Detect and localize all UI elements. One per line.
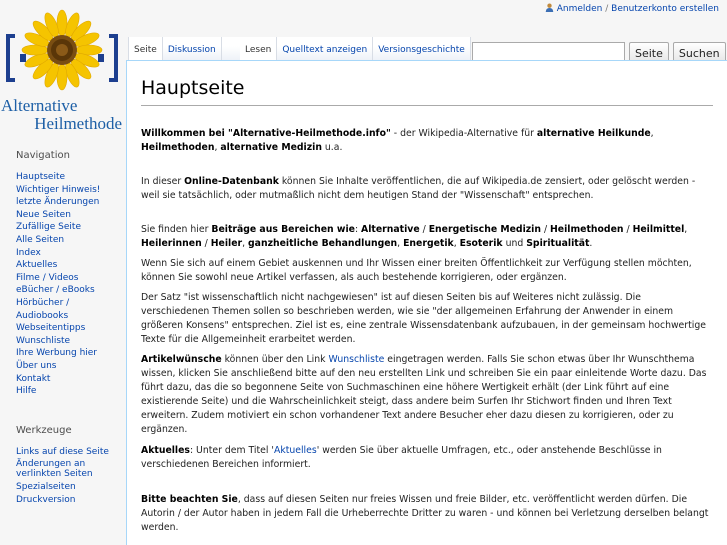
text: und [502, 238, 527, 249]
tab-view-source[interactable]: Quelltext anzeigen [277, 37, 373, 60]
bold-text: Artikelwünsche [141, 354, 222, 365]
text: können Sie Inhalte veröffentlichen, die auf Wikipedia.de zensiert, oder gelöscht werden - weil sie tatsächlich, oder mutmaßlich nicht dem heutigen Stand der "Wissenschaft" entsprechen. [141, 176, 696, 201]
tool-links-here[interactable]: Links auf diese Seite [16, 446, 109, 457]
news-link[interactable]: Aktuelles [273, 445, 317, 456]
site-logo[interactable] [0, 8, 124, 136]
personal-separator: / [605, 4, 609, 14]
text: / [201, 238, 211, 249]
text: / [419, 224, 429, 235]
bold-text: Heilerinnen [141, 238, 202, 249]
bold-text: Heilmittel [632, 224, 685, 235]
search-button[interactable]: Suchen [673, 42, 726, 65]
text: u.a. [321, 142, 343, 153]
view-tabs [240, 37, 471, 60]
tab-read[interactable]: Lesen [240, 37, 277, 60]
namespace-tabs [128, 37, 252, 60]
content-area [126, 60, 727, 545]
text: eingetragen werden. Falls Sie schon etwas über Ihr Wunschthema wissen, klicken Sie anschließend bitte auf den neu erstellten Link und schreiben Sie ein paar einleitende Worte dazu. Das führt dazu, das die so begonnene Seite von Suchmaschinen eine höhere Wertigkeit erhält (der Link führt auf eine existierende Seite) und die Wahrscheinlichkeit steigt, dass andere beim Surfen Ihr Stichwort finden und Ihren Text erweitern. Zudem motiviert ein schon vorhandener Text andere Besucher eher dazu diesen zu korrigieren, oder zu ergänzen. [141, 354, 707, 435]
nav-item-zufaellige-seite[interactable]: Zufällige Seite [16, 222, 81, 233]
nav-item-hoerbuecher[interactable]: Hörbücher / Audiobooks [16, 297, 70, 321]
user-icon [545, 3, 554, 12]
bold-text: alternative Medizin [220, 142, 322, 153]
paragraph-database [141, 175, 711, 203]
text: , [650, 128, 654, 139]
nav-item-ueber-uns[interactable]: Über uns [16, 360, 57, 371]
nav-item-wichtiger-hinweis[interactable]: Wichtiger Hinweis! [16, 184, 101, 195]
text: : Unter dem Titel ' [189, 445, 274, 456]
text: Sie finden hier [141, 224, 212, 235]
nav-item-hauptseite[interactable]: Hauptseite [16, 172, 66, 182]
text: In dieser [141, 176, 185, 187]
text: / [540, 224, 551, 235]
nav-item-letzte-aenderungen[interactable]: letzte Änderungen [16, 197, 100, 208]
create-account-link[interactable]: Benutzerkonto erstellen [611, 4, 719, 14]
nav-item-wunschliste[interactable]: Wunschliste [16, 335, 71, 346]
bold-text: Bitte beachten Sie [141, 494, 238, 505]
bold-text: Spiritualität [526, 238, 590, 249]
bold-text: Willkommen bei "Alternative-Heilmethode.info" [141, 128, 391, 139]
sidebar [0, 150, 124, 506]
paragraph-notice [141, 493, 711, 535]
bold-text: ganzheitliche Behandlungen [248, 238, 398, 249]
text: , [397, 238, 404, 249]
paragraph-topics [141, 223, 711, 251]
text: , [453, 238, 460, 249]
bold-text: Heilmethoden [550, 224, 624, 235]
bold-text: Beiträge aus Bereichen wie [211, 224, 355, 235]
navigation-list [16, 171, 124, 398]
sunflower-logo-icon [0, 8, 124, 98]
bold-text: Heiler [210, 238, 243, 249]
nav-item-index[interactable]: Index [16, 247, 41, 258]
text: , dass auf diesen Seiten nur freies Wissen und freie Bilder, etc. veröffentlicht werden dürfen. Die Autorin / der Autor haben in jedem Fall die Urheberrechte Dritter zu waren - und können bei Verletzung derselben belangt werden. [141, 494, 709, 533]
bold-text: Alternative [361, 224, 420, 235]
bold-text: Online-Datenbank [184, 176, 279, 187]
logo-line-1: Alternative [1, 96, 78, 115]
text: ' werden Sie über aktuelle Umfragen, etc., oder anstehende Beschlüsse in verschiedenen Bereichen informiert. [141, 445, 662, 470]
text: . [589, 238, 593, 249]
bold-text: Energetik [403, 238, 454, 249]
nav-item-alle-seiten[interactable]: Alle Seiten [16, 234, 65, 245]
bold-text: Heilmethoden [141, 142, 215, 153]
bold-text: Energetische Medizin [428, 224, 541, 235]
paragraph-scientific: Der Satz "ist wissenschaftlich nicht nachgewiesen" ist auf diesen Seiten bis auf Weiteres nicht zulässig. Die verschiedenen Themen sollen so beschrieben werden, wie sie "der allgemeinen Erfahrung der Anwender in einem größeren Konsens" entsprechen. Ziel ist es, eine zentrale Wissensdatenbank aufzubauen, in der gemeinsam hochwertige Texte für die Allgemeinheit erarbeitet werden. [141, 292, 706, 345]
text: , [242, 238, 249, 249]
tab-history[interactable]: Versionsgeschichte [373, 37, 471, 60]
tool-related-changes[interactable]: Änderungen an verlinkten Seiten [16, 459, 93, 480]
tab-discussion[interactable]: Diskussion [163, 37, 222, 60]
nav-item-neue-seiten[interactable]: Neue Seiten [16, 209, 71, 220]
personal-tools [545, 3, 719, 14]
nav-item-aktuelles[interactable]: Aktuelles [16, 260, 58, 271]
nav-item-kontakt[interactable]: Kontakt [16, 373, 51, 384]
text: / [623, 224, 633, 235]
paragraph-wishes [141, 353, 711, 437]
page-title: Hauptseite [141, 77, 713, 106]
tools-heading: Werkzeuge [16, 424, 72, 436]
paragraph-welcome [141, 127, 711, 155]
nav-item-hilfe[interactable]: Hilfe [16, 386, 37, 397]
tool-special-pages[interactable]: Spezialseiten [16, 482, 76, 493]
text: können über den Link [221, 354, 329, 365]
nav-item-ebuecher[interactable]: eBücher / eBooks [16, 285, 95, 296]
text: : [354, 224, 362, 235]
text: , [214, 142, 221, 153]
bold-text: Aktuelles [141, 445, 190, 456]
text: , [684, 224, 688, 235]
navigation-heading: Navigation [16, 150, 70, 161]
logo-line-2: Heilmethode [34, 114, 122, 133]
paragraph-news [141, 444, 711, 472]
nav-item-filme-videos[interactable]: Filme / Videos [16, 272, 79, 283]
paragraph-contribute: Wenn Sie sich auf einem Gebiet auskennen und Ihr Wissen einer breiten Öffentlichkeit zur Verfügung stellen möchten, können Sie sowohl neue Artikel verfassen, als auch bestehende korrigieren, oder ergänzen. [141, 258, 692, 283]
nav-item-ihre-werbung[interactable]: Ihre Werbung hier [16, 348, 98, 359]
nav-item-webseitentipps[interactable]: Webseitentipps [16, 323, 86, 334]
tab-page[interactable]: Seite [128, 37, 163, 60]
go-button[interactable]: Seite [629, 42, 669, 65]
bold-text: Esoterik [459, 238, 503, 249]
bold-text: alternative Heilkunde [536, 128, 651, 139]
tool-print-version[interactable]: Druckversion [16, 494, 76, 505]
text: - der Wikipedia-Alternative für [390, 128, 537, 139]
tools-list [16, 446, 124, 507]
login-link[interactable]: Anmelden [556, 4, 603, 14]
wishlist-link[interactable]: Wunschliste [328, 354, 385, 365]
